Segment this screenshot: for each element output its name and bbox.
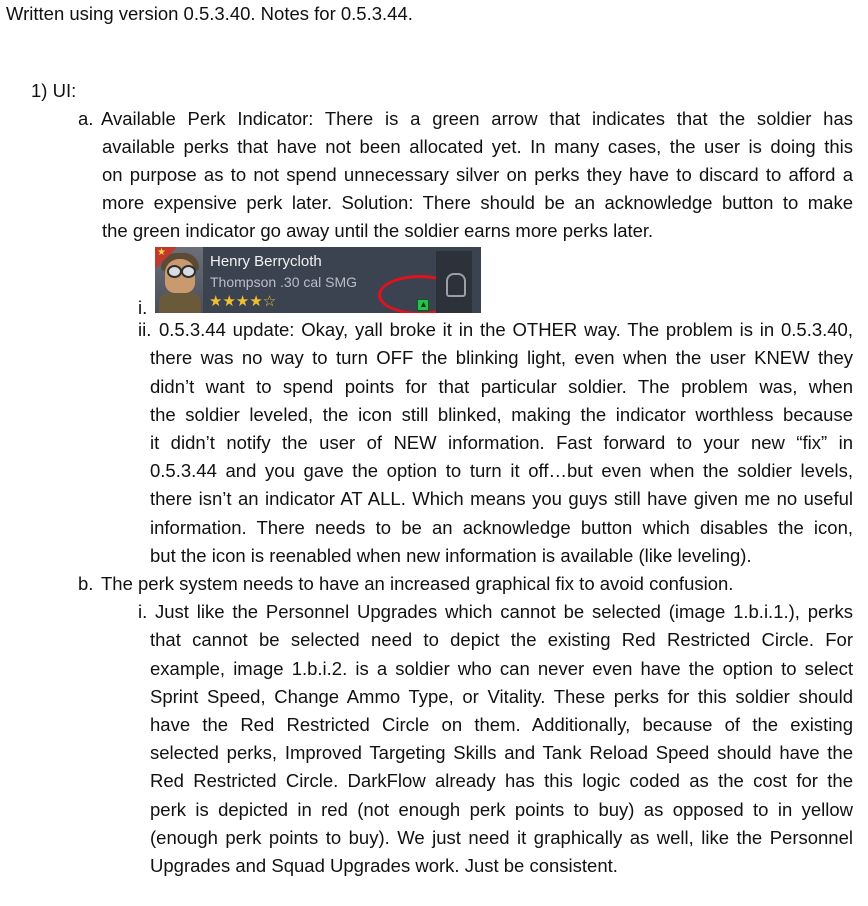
item-b-i-line-7: Red Restricted Circle. DarkFlow already has this logic coded as the cost for the xyxy=(150,770,853,791)
perk-arrow-icon: ▲ xyxy=(419,299,428,309)
rank-star-icon: ★ xyxy=(157,247,166,258)
item-b-i-label: i. xyxy=(138,601,148,622)
item-b-label: b. xyxy=(78,573,94,594)
item-a-line-4: more expensive perk later. Solution: There should be an acknowledge button to make xyxy=(102,192,853,213)
section-1-label: 1) UI: xyxy=(31,80,77,101)
item-b-i-line-5: have the Red Restricted Circle on them. Additionally, because of the existing xyxy=(150,714,853,735)
item-b-i-line-2: that cannot be selected need to depict the existing Red Restricted Circle. For xyxy=(150,629,853,650)
item-a-ii-line-9: but the icon is reenabled when new information is available (like leveling). xyxy=(150,545,752,566)
body-shape xyxy=(159,293,201,313)
item-a-line-1: Available Perk Indicator: There is a green arrow that indicates that the soldier has xyxy=(101,108,853,129)
item-b-i-line-10: Upgrades and Squad Upgrades work. Just be consistent. xyxy=(150,855,618,876)
item-a-ii-line-4: the soldier leveled, the icon still blinked, making the indicator worthless because xyxy=(150,404,853,425)
star-rating: ★★★★☆ xyxy=(209,293,277,310)
item-a-ii-line-7: there isn’t an indicator AT ALL. Which means you guys still have given me no useful xyxy=(150,488,853,509)
item-a-ii-line-5: it didn’t notify the user of NEW information. Fast forward to your new “fix” in xyxy=(150,432,853,453)
doc-header: Written using version 0.5.3.40. Notes for 0.5.3.44. xyxy=(6,3,413,24)
soldier-silhouette-icon xyxy=(446,273,466,297)
item-a-line-2: available perks that have not been allocated yet. In many cases, the user is doing this xyxy=(102,136,853,157)
item-b-i-line-6: selected perks, Improved Targeting Skills and Tank Reload Speed should have the xyxy=(150,742,853,763)
item-b-i-line-4: Sprint Speed, Change Ammo Type, or Vitality. These perks for this soldier should xyxy=(150,686,853,707)
item-b-i-line-9: (enough perk points to buy). We just need it graphically as well, like the Personnel xyxy=(150,827,853,848)
item-a-ii-line-8: information. There needs to be an acknowledge button which disables the icon, xyxy=(150,517,853,538)
item-b-i-line-3: example, image 1.b.i.2. is a soldier who can never even have the option to select xyxy=(150,658,853,679)
item-a-ii-line-1: 0.5.3.44 update: Okay, yall broke it in the OTHER way. The problem is in 0.5.3.40, xyxy=(159,319,853,340)
item-a-line-5: the green indicator go away until the soldier earns more perks later. xyxy=(102,220,654,241)
soldier-card-screenshot xyxy=(155,247,481,313)
item-a-label: a. xyxy=(78,108,94,129)
goggle-right xyxy=(181,265,196,278)
soldier-weapon: Thompson .30 cal SMG xyxy=(210,274,358,290)
side-panel xyxy=(436,251,472,313)
item-a-ii-label: ii. xyxy=(138,319,152,340)
item-a-ii-line-2: there was no way to turn OFF the blinking light, even when the user KNEW they xyxy=(150,347,853,368)
item-b-i-line-1: Just like the Personnel Upgrades which cannot be selected (image 1.b.i.1.), perks xyxy=(155,601,853,622)
item-a-i-label: i. xyxy=(138,297,148,318)
item-a-ii-line-3: didn’t want to spend points for that particular soldier. The problem was, when xyxy=(150,376,853,397)
soldier-portrait xyxy=(155,247,203,313)
item-b-text: The perk system needs to have an increased graphical fix to avoid confusion. xyxy=(101,573,734,594)
item-a-ii-line-6: 0.5.3.44 and you gave the option to turn it off…but even when the soldier levels, xyxy=(150,460,853,481)
item-b-i-line-8: perk is depicted in red (not enough perk points to buy) as opposed to in yellow xyxy=(150,799,853,820)
item-a-line-3: on purpose as to not spend unnecessary silver on perks they have to discard to afford a xyxy=(102,164,853,185)
soldier-name: Henry Berrycloth xyxy=(210,253,322,270)
